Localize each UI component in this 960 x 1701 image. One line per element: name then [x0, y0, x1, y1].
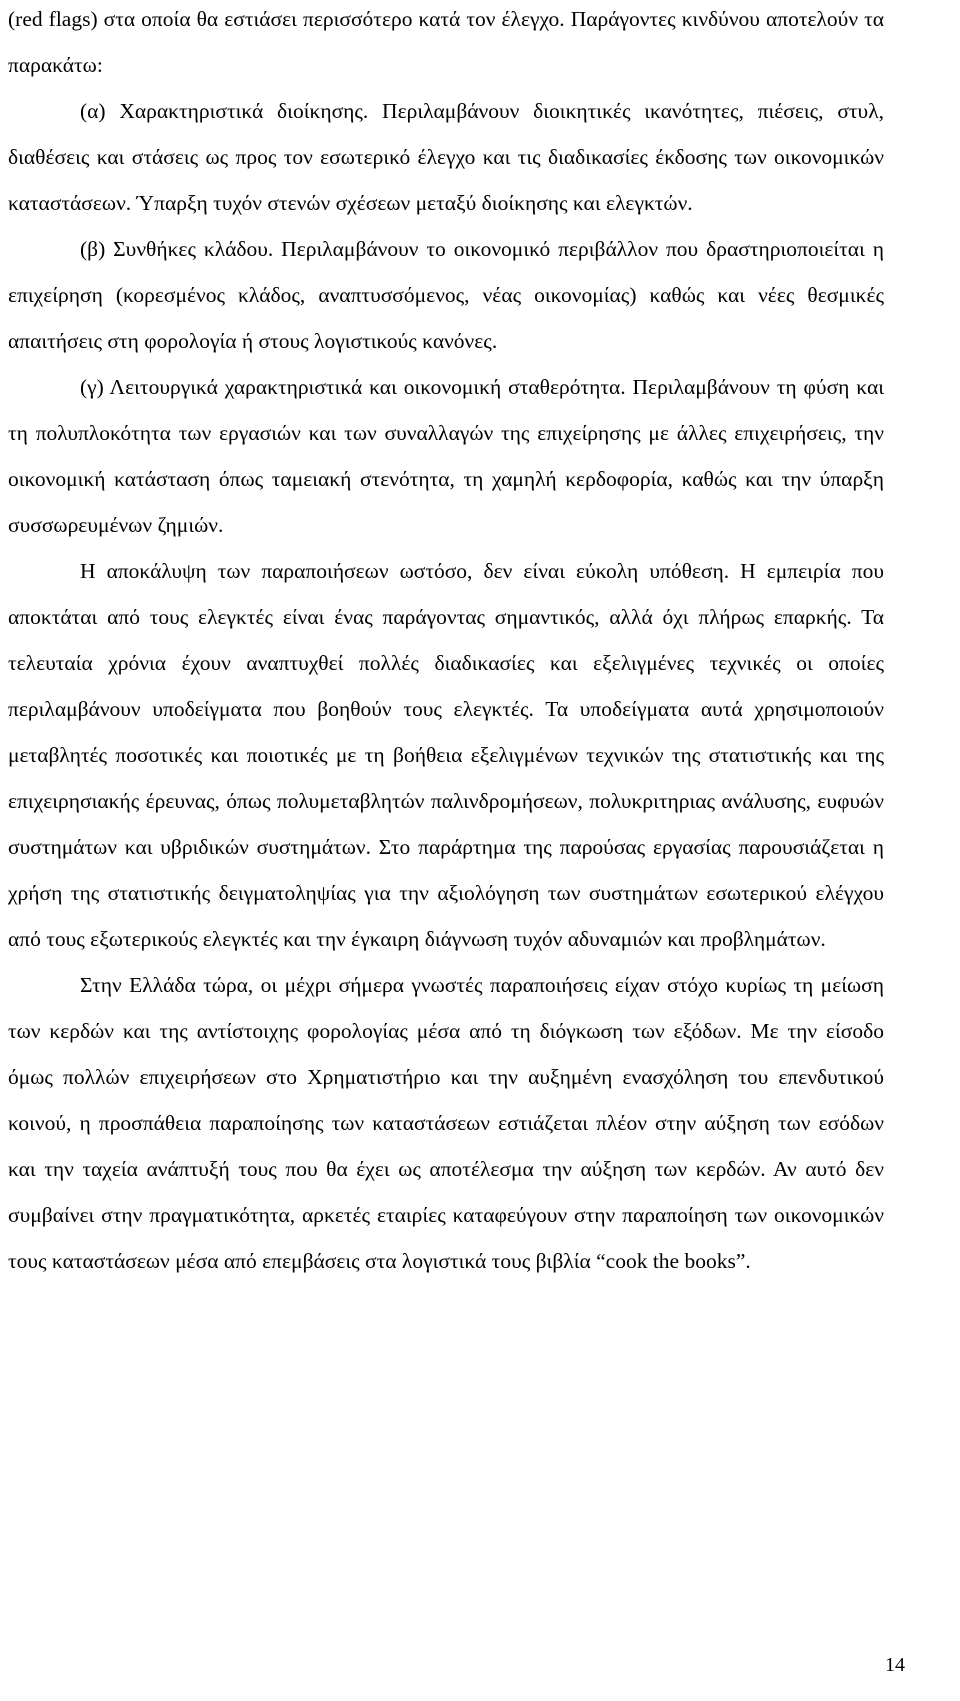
paragraph-greece-manipulations: Στην Ελλάδα τώρα, οι μέχρι σήμερα γνωστές παραποιήσεις είχαν στόχο κυρίως τη μείωση των κερδών και της αντίστοιχης φορολογίας μέσα από τη διόγκωση των εξόδων. Με την είσοδο όμως πολλών επιχειρήσεων στο Χρηματιστήριο και την αυξημένη ενασχόληση του επενδυτικού κοινού, η προσπάθεια παραποίησης των καταστάσεων εστιάζεται πλέον στην αύξηση των εσόδων και την ταχεία ανάπτυξή τους που θα έχει ως αποτέλεσμα την αύξηση των κερδών. Αν αυτό δεν συμβαίνει στην πραγματικότητα, αρκετές εταιρίες καταφεύγουν στην παραποίηση των οικονομικών τους καταστάσεων μέσα από επεμβάσεις στα λογιστικά τους βιβλία “cook the books”.: [8, 973, 884, 1273]
document-page: [8, 0, 884, 1284]
paragraph-risk-factors-intro: (red flags) στα οποία θα εστιάσει περισσότερο κατά τον έλεγχο. Παράγοντες κινδύνου αποτελούν τα παρακάτω:: [8, 7, 884, 77]
paragraph-management-characteristics: (α) Χαρακτηριστικά διοίκησης. Περιλαμβάνουν διοικητικές ικανότητες, πιέσεις, στυλ, διαθέσεις και στάσεις ως προς τον εσωτερικό έλεγχο και τις διαδικασίες έκδοσης των οικονομικών καταστάσεων. Ύπαρξη τυχόν στενών σχέσεων μεταξύ διοίκησης και ελεγκτών.: [8, 99, 884, 215]
paragraph-industry-conditions: (β) Συνθήκες κλάδου. Περιλαμβάνουν το οικονομικό περιβάλλον που δραστηριοποιείται η επιχείρηση (κορεσμένος κλάδος, αναπτυσσόμενος, νέας οικονομίας) καθώς και νέες θεσμικές απαιτήσεις στη φορολογία ή στους λογιστικούς κανόνες.: [8, 237, 884, 353]
paragraph-fraud-detection: Η αποκάλυψη των παραποιήσεων ωστόσο, δεν είναι εύκολη υπόθεση. Η εμπειρία που αποκτάται από τους ελεγκτές είναι ένας παράγοντας σημαντικός, αλλά όχι πλήρως επαρκής. Τα τελευταία χρόνια έχουν αναπτυχθεί πολλές διαδικασίες και εξελιγμένες τεχνικές οι οποίες περιλαμβάνουν υποδείγματα που βοηθούν τους ελεγκτές. Τα υποδείγματα αυτά χρησιμοποιούν μεταβλητές ποσοτικές και ποιοτικές με τη βοήθεια εξελιγμένων τεχνικών της στατιστικής και της επιχειρησιακής έρευνας, όπως πολυμεταβλητών παλινδρομήσεων, πολυκριτηριας ανάλυσης, ευφυών συστημάτων και υβριδικών συστημάτων. Στο παράρτημα της παρούσας εργασίας παρουσιάζεται η χρήση της στατιστικής δειγματοληψίας για την αξιολόγηση των συστημάτων εσωτερικού ελέγχου από τους εξωτερικούς ελεγκτές και την έγκαιρη διάγνωση τυχόν αδυναμιών και προβλημάτων.: [8, 559, 884, 951]
paragraph-operating-characteristics: (γ) Λειτουργικά χαρακτηριστικά και οικονομική σταθερότητα. Περιλαμβάνουν τη φύση και τη πολυπλοκότητα των εργασιών και των συναλλαγών της επιχείρησης με άλλες επιχειρήσεις, την οικονομική κατάσταση όπως ταμειακή στενότητα, τη χαμηλή κερδοφορία, καθώς και την ύπαρξη συσσωρευμένων ζημιών.: [8, 375, 884, 537]
page-number: 14: [885, 1654, 905, 1676]
